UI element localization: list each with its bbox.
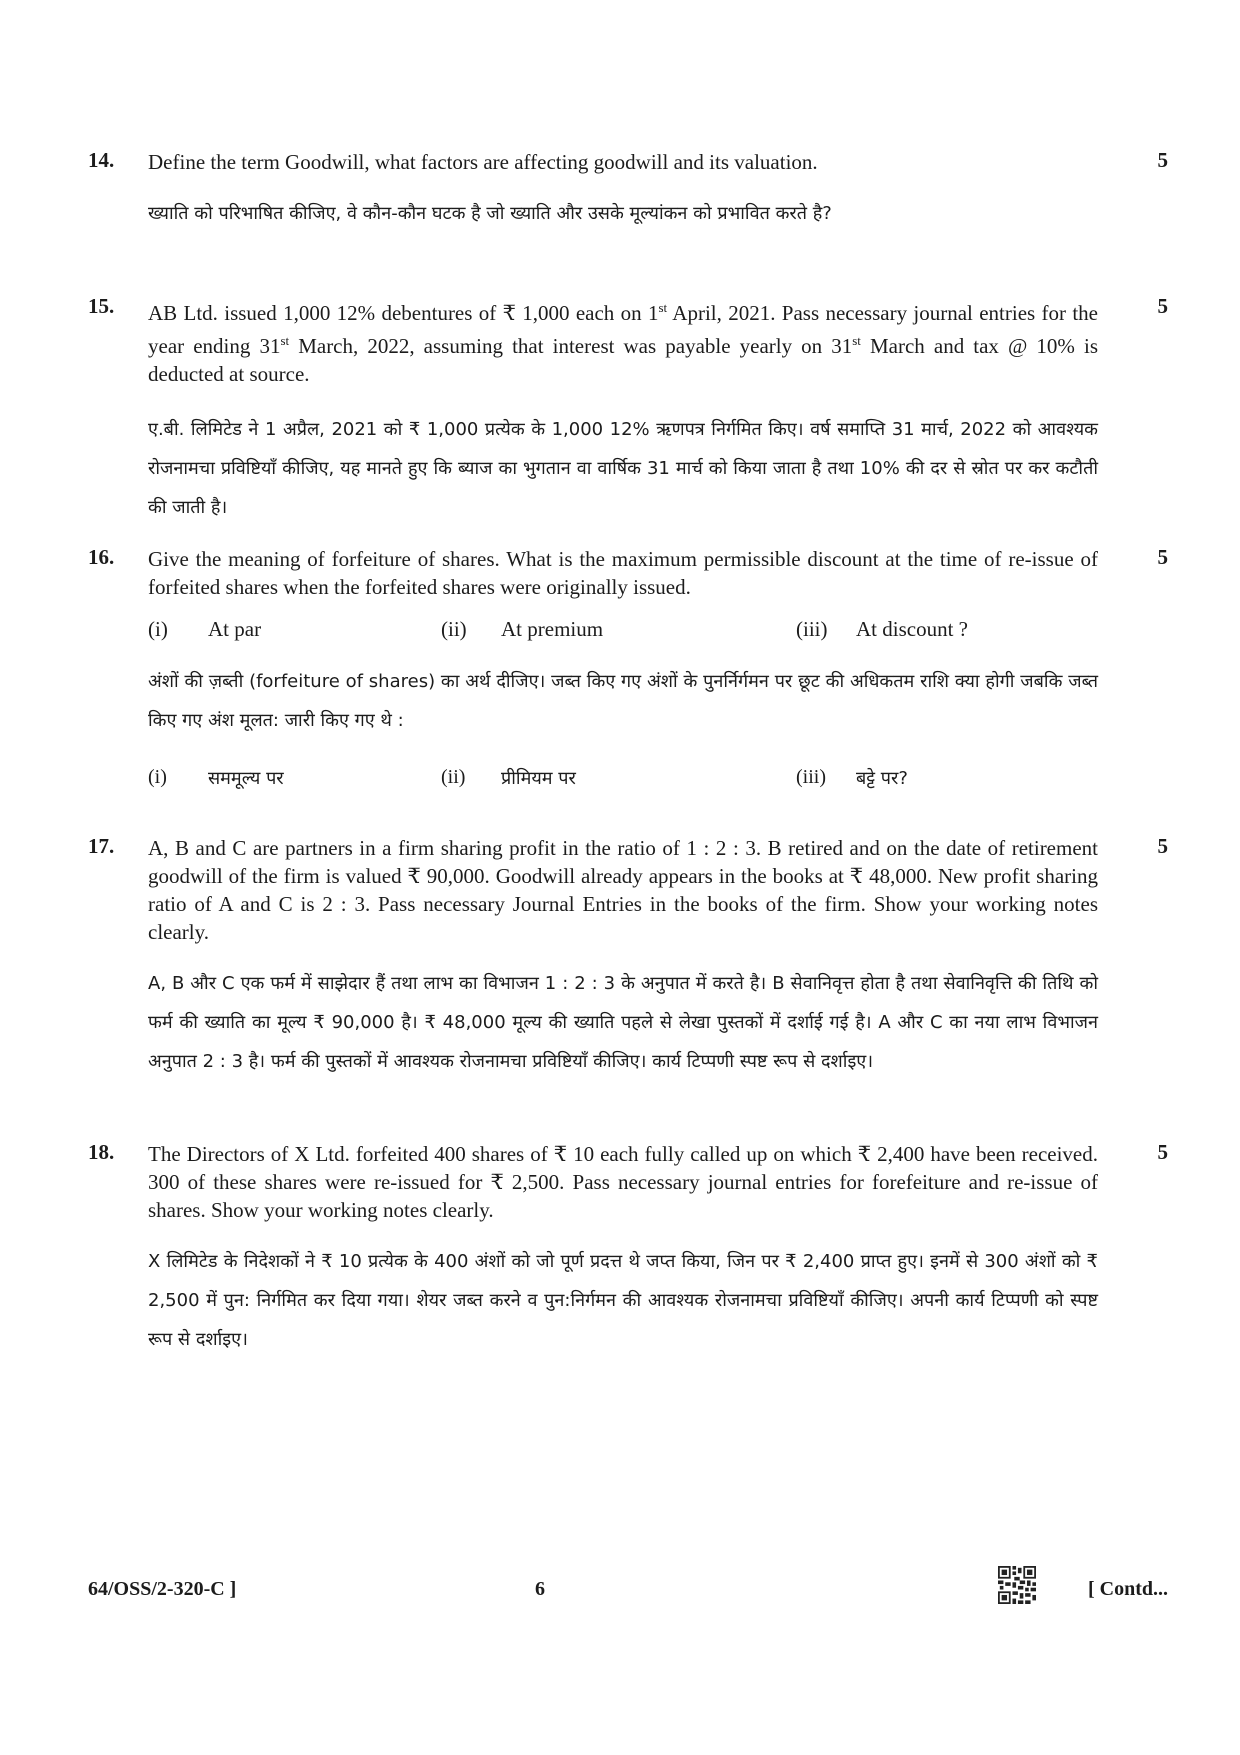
- question-text-hindi: ख्याति को परिभाषित कीजिए, वे कौन-कौन घटक है जो ख्याति और उसके मूल्यांकन को प्रभावित करते है?: [148, 203, 832, 224]
- question-marks: 5: [1157, 294, 1168, 318]
- question-text-hindi: X लिमिटेड के निदेशकों ने ₹ 10 प्रत्येक के 400 अंशों को जो पूर्ण प्रदत्त थे जप्त किया, जिन पर ₹ 2,400 प्राप्त हुए। इनमें से 300 अंशों को ₹ 2,500 में पुन: निर्गमित कर दिया गया। शेयर जब्त करने व पुन:निर्गमन की आवश्यक रोजनामचा प्रविष्टियाँ कीजिए। अपनी कार्य टिप्पणी को स्पष्ट रूप से दर्शाइए।: [148, 1251, 1098, 1350]
- option: (ii) At premium: [441, 617, 604, 641]
- question-marks: 5: [1157, 545, 1168, 569]
- page-footer: [88, 1566, 1168, 1616]
- options-english: [148, 617, 1098, 642]
- question-text-hindi: A, B और C एक फर्म में साझेदार हैं तथा लाभ का विभाजन 1 : 2 : 3 के अनुपात में करते है। B सेवानिवृत्त होता है तथा सेवानिवृत्ति की तिथि को फर्म की ख्याति का मूल्य ₹ 90,000 है। ₹ 48,000 मूल्य की ख्याति पहले से लेखा पुस्तकों में दर्शाई गई है। A और C का नया लाभ विभाजन अनुपात 2 : 3 है। फर्म की पुस्तकों में आवश्यक रोजनामचा प्रविष्टियाँ कीजिए। कार्य टिप्पणी स्पष्ट रूप से दर्शाइए।: [148, 973, 1098, 1072]
- option: (i) At par: [148, 617, 262, 641]
- option: (i) सममूल्य पर: [148, 766, 284, 789]
- question-text-english: Give the meaning of forfeiture of shares. What is the maximum permissible discount at the time of re-issue of forfeited shares when the forfeited shares were originally issued.: [148, 547, 1098, 599]
- qr-code-icon: [998, 1566, 1036, 1604]
- question-number: 17.: [88, 834, 115, 858]
- option: (ii) प्रीमियम पर: [441, 766, 576, 789]
- question-number: 14.: [88, 148, 115, 172]
- question-text-hindi: अंशों की ज़ब्ती (forfeiture of shares) का अर्थ दीजिए। जब्त किए गए अंशों के पुनर्निर्गमन पर छूट की अधिकतम राशि क्या होगी जबकि जब्त किए गए अंश मूलत: जारी किए गए थे :: [148, 671, 1098, 731]
- options-hindi: [148, 766, 1098, 790]
- question-text-english: The Directors of X Ltd. forfeited 400 shares of ₹ 10 each fully called up on which ₹ 2,400 have been received. 300 of these shares were re-issued for ₹ 2,500. Pass necessary journal entries for forefeiture and re-issue of shares. Show your working notes clearly.: [148, 1142, 1098, 1222]
- question-text-english: A, B and C are partners in a firm sharing profit in the ratio of 1 : 2 : 3. B retired and on the date of retirement goodwill of the firm is valued ₹ 90,000. Goodwill already appears in the books at ₹ 48,000. New profit sharing ratio of A and C is 2 : 3. Pass necessary Journal Entries in the books of the firm. Show your working notes clearly.: [148, 836, 1098, 944]
- continued-label: [ Contd...: [1087, 1578, 1168, 1600]
- question-14: [88, 148, 1168, 233]
- question-marks: 5: [1157, 148, 1168, 172]
- question-18: [88, 1140, 1168, 1359]
- option: (iii) बट्टे पर?: [796, 766, 908, 789]
- question-text-english: Define the term Goodwill, what factors are affecting goodwill and its valuation.: [148, 150, 818, 174]
- question-marks: 5: [1157, 834, 1168, 858]
- question-marks: 5: [1157, 1140, 1168, 1164]
- option: (iii) At discount ?: [796, 617, 968, 641]
- question-number: 16.: [88, 545, 115, 569]
- question-text-english: AB Ltd. issued 1,000 12% debentures of ₹ 1,000 each on 1st April, 2021. Pass necessary journal entries for the year ending 31st March, 2022, assuming that interest was payable yearly on 31st March and tax @ 10% is deducted at source.: [148, 300, 1098, 386]
- question-number: 15.: [88, 294, 115, 318]
- page-number: 6: [535, 1578, 545, 1600]
- paper-code: 64/OSS/2-320-C ]: [88, 1578, 237, 1600]
- question-text-hindi: ए.बी. लिमिटेड ने 1 अप्रैल, 2021 को ₹ 1,000 प्रत्येक के 1,000 12% ऋणपत्र निर्गमित किए। वर्ष समाप्ति 31 मार्च, 2022 को आवश्यक रोजनामचा प्रविष्टियाँ कीजिए, यह मानते हुए कि ब्याज का भुगतान वा वार्षिक 31 मार्च को किया जाता है तथा 10% की दर से स्रोत पर कर कटौती की जाती है।: [148, 419, 1098, 518]
- question-number: 18.: [88, 1140, 115, 1164]
- question-16: [88, 545, 1168, 790]
- question-15: [88, 294, 1168, 527]
- question-17: [88, 834, 1168, 1081]
